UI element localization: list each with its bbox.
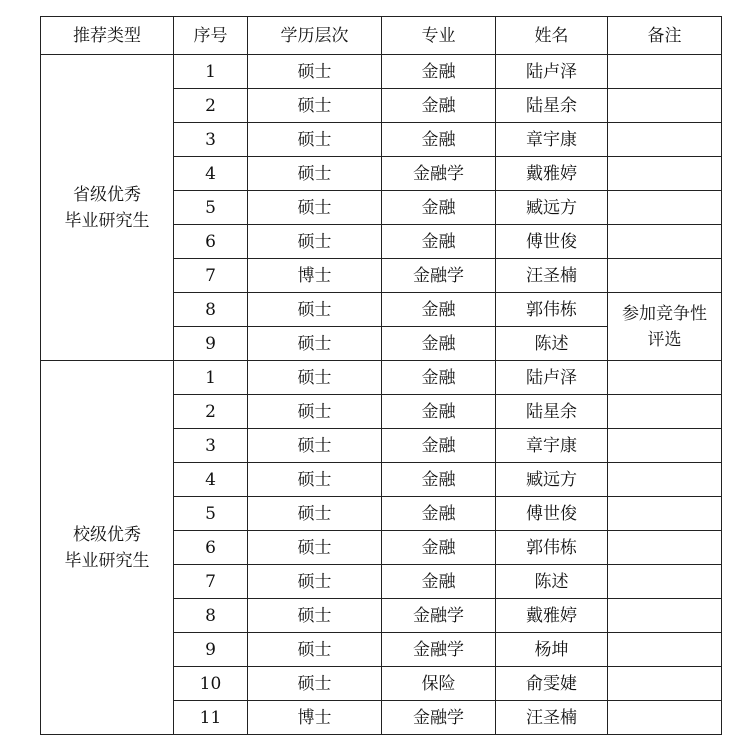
group-label-line2: 毕业研究生 (64, 550, 150, 571)
row-name: 俞雯婕 (496, 667, 608, 701)
row-name: 戴雅婷 (496, 157, 608, 191)
note-cell (608, 599, 722, 633)
row-name: 章宇康 (496, 429, 608, 463)
row-degree: 硕士 (248, 327, 382, 361)
header-type: 推荐类型 (41, 17, 174, 55)
row-index: 9 (174, 633, 248, 667)
row-index: 7 (174, 259, 248, 293)
recommendation-table (40, 16, 722, 735)
row-index: 1 (174, 55, 248, 89)
row-degree: 硕士 (248, 157, 382, 191)
row-degree: 博士 (248, 701, 382, 735)
header-index: 序号 (174, 17, 248, 55)
row-index: 8 (174, 599, 248, 633)
row-index: 5 (174, 497, 248, 531)
group-label-line2: 毕业研究生 (64, 210, 150, 231)
row-name: 陈述 (496, 565, 608, 599)
note-cell (608, 531, 722, 565)
row-degree: 硕士 (248, 89, 382, 123)
row-major: 金融 (382, 429, 496, 463)
row-name: 章宇康 (496, 123, 608, 157)
row-index: 2 (174, 395, 248, 429)
header-degree: 学历层次 (248, 17, 382, 55)
row-major: 金融 (382, 123, 496, 157)
row-index: 3 (174, 123, 248, 157)
group-label (41, 55, 174, 361)
row-index: 6 (174, 225, 248, 259)
group-label-line1: 校级优秀 (73, 524, 141, 545)
row-index: 6 (174, 531, 248, 565)
row-degree: 硕士 (248, 225, 382, 259)
row-degree: 硕士 (248, 531, 382, 565)
row-major: 金融 (382, 463, 496, 497)
row-major: 金融 (382, 565, 496, 599)
row-name: 汪圣楠 (496, 701, 608, 735)
row-major: 金融 (382, 89, 496, 123)
row-major: 金融学 (382, 633, 496, 667)
note-cell (608, 225, 722, 259)
row-name: 陆星余 (496, 89, 608, 123)
row-name: 郭伟栋 (496, 531, 608, 565)
note-cell (608, 667, 722, 701)
note-cell (608, 55, 722, 89)
note-remark (608, 293, 722, 361)
row-degree: 硕士 (248, 565, 382, 599)
row-index: 4 (174, 463, 248, 497)
row-index: 9 (174, 327, 248, 361)
row-degree: 硕士 (248, 395, 382, 429)
row-name: 臧远方 (496, 463, 608, 497)
row-degree: 硕士 (248, 293, 382, 327)
note-cell (608, 89, 722, 123)
row-index: 8 (174, 293, 248, 327)
row-major: 金融 (382, 293, 496, 327)
row-index: 5 (174, 191, 248, 225)
row-index: 7 (174, 565, 248, 599)
row-index: 3 (174, 429, 248, 463)
row-degree: 硕士 (248, 599, 382, 633)
row-major: 金融 (382, 225, 496, 259)
note-cell (608, 701, 722, 735)
header-row (41, 17, 722, 55)
row-degree: 硕士 (248, 123, 382, 157)
row-name: 陆卢泽 (496, 361, 608, 395)
table-row (41, 361, 722, 395)
row-name: 汪圣楠 (496, 259, 608, 293)
row-name: 陈述 (496, 327, 608, 361)
note-remark-line1: 参加竞争性 (622, 303, 707, 324)
row-major: 金融学 (382, 599, 496, 633)
row-index: 11 (174, 701, 248, 735)
row-degree: 硕士 (248, 55, 382, 89)
note-cell (608, 463, 722, 497)
row-major: 金融学 (382, 157, 496, 191)
row-name: 臧远方 (496, 191, 608, 225)
row-name: 郭伟栋 (496, 293, 608, 327)
note-cell (608, 497, 722, 531)
row-name: 傅世俊 (496, 225, 608, 259)
group-label-line1: 省级优秀 (73, 184, 141, 205)
row-degree: 硕士 (248, 429, 382, 463)
row-degree: 博士 (248, 259, 382, 293)
row-degree: 硕士 (248, 633, 382, 667)
row-name: 陆星余 (496, 395, 608, 429)
row-degree: 硕士 (248, 463, 382, 497)
note-cell (608, 395, 722, 429)
note-remark-line2: 评选 (647, 329, 682, 350)
note-cell (608, 259, 722, 293)
row-name: 陆卢泽 (496, 55, 608, 89)
note-cell (608, 633, 722, 667)
row-degree: 硕士 (248, 191, 382, 225)
row-major: 金融 (382, 497, 496, 531)
row-major: 金融 (382, 361, 496, 395)
header-note: 备注 (608, 17, 722, 55)
header-name: 姓名 (496, 17, 608, 55)
table-row (41, 55, 722, 89)
row-degree: 硕士 (248, 361, 382, 395)
note-cell (608, 361, 722, 395)
header-major: 专业 (382, 17, 496, 55)
row-major: 金融 (382, 327, 496, 361)
row-major: 金融 (382, 191, 496, 225)
note-cell (608, 191, 722, 225)
row-name: 傅世俊 (496, 497, 608, 531)
note-cell (608, 157, 722, 191)
row-index: 2 (174, 89, 248, 123)
row-major: 金融 (382, 531, 496, 565)
row-major: 金融学 (382, 701, 496, 735)
table-body (41, 55, 722, 735)
row-degree: 硕士 (248, 497, 382, 531)
note-cell (608, 565, 722, 599)
row-major: 金融 (382, 55, 496, 89)
row-major: 金融学 (382, 259, 496, 293)
row-major: 金融 (382, 395, 496, 429)
row-index: 10 (174, 667, 248, 701)
note-cell (608, 429, 722, 463)
row-index: 4 (174, 157, 248, 191)
row-index: 1 (174, 361, 248, 395)
row-major: 保险 (382, 667, 496, 701)
group-label (41, 361, 174, 735)
note-cell (608, 123, 722, 157)
row-name: 杨坤 (496, 633, 608, 667)
row-name: 戴雅婷 (496, 599, 608, 633)
row-degree: 硕士 (248, 667, 382, 701)
